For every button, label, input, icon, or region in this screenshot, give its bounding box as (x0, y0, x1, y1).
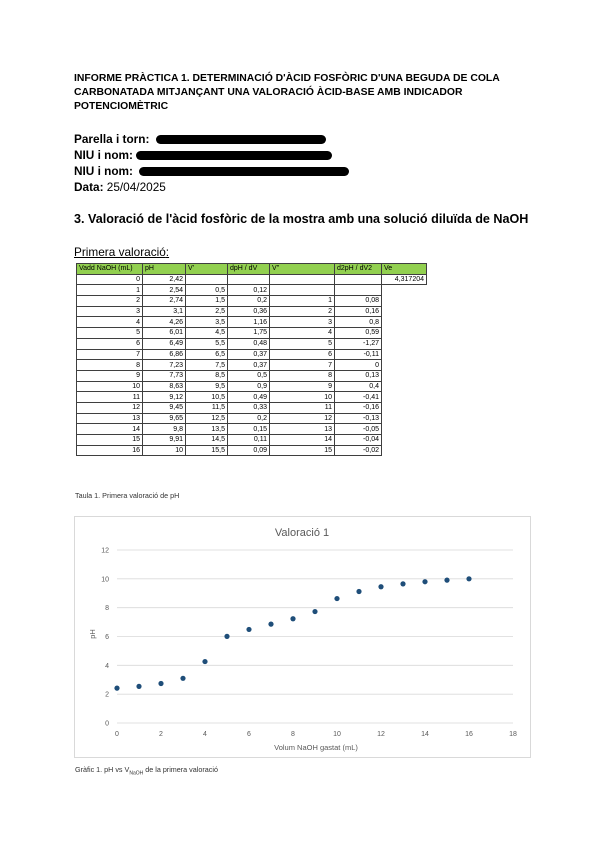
y-tick-label: 6 (105, 634, 109, 641)
table-cell (382, 402, 427, 413)
data-point (334, 596, 339, 601)
table-row (77, 317, 427, 328)
x-tick-label: 14 (421, 731, 429, 738)
table-cell: 0,49 (228, 392, 270, 403)
table-cell: 3 (270, 317, 335, 328)
table-row (77, 402, 427, 413)
table-cell: 0,33 (228, 402, 270, 413)
table-cell (335, 274, 382, 285)
data-point (268, 622, 273, 627)
table-cell: 3,1 (143, 306, 186, 317)
table-cell: 14 (270, 435, 335, 446)
scatter-chart (75, 517, 530, 757)
table-cell: 0,2 (228, 296, 270, 307)
report-title: INFORME PRÀCTICA 1. DETERMINACIÓ D'ÀCID FOSFÒRIC D'UNA BEGUDA DE COLA CARBONATADA MITJANÇANT UNA VALORACIÓ ÀCID-BASE AMB INDICADOR POTENCIOMÈTRIC (74, 73, 500, 112)
table-cell: 0,11 (228, 435, 270, 446)
data-point (158, 681, 163, 686)
table-header-cell: d2pH / dV2 (335, 264, 382, 275)
table-cell: 2 (270, 306, 335, 317)
data-point (312, 609, 317, 614)
chart-caption-prefix: Gràfic 1. pH vs V (75, 765, 130, 774)
data-point (290, 616, 295, 621)
table-row (77, 306, 427, 317)
table-row (77, 392, 427, 403)
x-tick-label: 16 (465, 731, 473, 738)
table-cell (382, 370, 427, 381)
table-cell (382, 424, 427, 435)
table-caption: Taula 1. Primera valoració de pH (75, 491, 180, 500)
table-cell: 11 (270, 402, 335, 413)
chart-tick-labels (101, 548, 517, 739)
table-cell: 0,37 (228, 349, 270, 360)
chart-x-axis-label: Volum NaOH gastat (mL) (274, 743, 358, 752)
table-cell: 16 (77, 445, 143, 456)
table-cell: 13 (77, 413, 143, 424)
x-tick-label: 2 (159, 731, 163, 738)
table-row (77, 360, 427, 371)
table-row (77, 413, 427, 424)
x-tick-label: 10 (333, 731, 341, 738)
table-cell: 7 (270, 360, 335, 371)
table-cell: 5 (270, 338, 335, 349)
table-cell: 1,5 (186, 296, 228, 307)
meta-label: NIU i nom: (74, 164, 133, 178)
table-cell: 8 (77, 360, 143, 371)
table-row (77, 370, 427, 381)
table-cell (382, 306, 427, 317)
table-cell: 9 (77, 370, 143, 381)
table-cell: 12 (270, 413, 335, 424)
table-cell (382, 381, 427, 392)
table-cell: 6 (77, 338, 143, 349)
table-cell: -0,13 (335, 413, 382, 424)
table-cell: 0,5 (186, 285, 228, 296)
redaction-mark (156, 135, 326, 144)
table-cell: 7,23 (143, 360, 186, 371)
table-cell (382, 392, 427, 403)
y-tick-label: 8 (105, 605, 109, 613)
table-cell: 8,63 (143, 381, 186, 392)
table-row (77, 285, 427, 296)
table-cell: 14 (77, 424, 143, 435)
table-cell: 3 (77, 306, 143, 317)
table-cell: 0,13 (335, 370, 382, 381)
table-header-cell: Vadd NaOH (mL) (77, 264, 143, 275)
table-cell: 6,49 (143, 338, 186, 349)
table-cell (270, 285, 335, 296)
x-tick-label: 4 (203, 731, 207, 738)
table-cell (382, 338, 427, 349)
table-cell: 0,9 (228, 381, 270, 392)
chart-points (114, 576, 471, 690)
data-point (356, 589, 361, 594)
table-cell: 4,5 (186, 328, 228, 339)
meta-label: NIU i nom: (74, 148, 133, 162)
subsection-heading (74, 245, 169, 259)
table-cell: 1 (77, 285, 143, 296)
chart-caption-subscript: NaOH (129, 770, 144, 777)
table-cell: 12 (77, 402, 143, 413)
table-cell: 9 (270, 381, 335, 392)
table-cell: 4,317204 (382, 274, 427, 285)
table-row (77, 445, 427, 456)
meta-line-pair (74, 131, 544, 147)
data-point (378, 584, 383, 589)
table-cell: 15,5 (186, 445, 228, 456)
table-header-cell: Ve (382, 264, 427, 275)
table-cell: 7 (77, 349, 143, 360)
table-cell: 10,5 (186, 392, 228, 403)
table-cell: 1,16 (228, 317, 270, 328)
table-cell: 4 (77, 317, 143, 328)
titration-table (76, 263, 427, 456)
table-cell: 8,5 (186, 370, 228, 381)
meta-line-niu-2 (74, 163, 544, 179)
chart-y-axis-label: pH (88, 629, 97, 639)
table-cell: 2,54 (143, 285, 186, 296)
table-row (77, 349, 427, 360)
table-row (77, 424, 427, 435)
table-cell: 0,59 (335, 328, 382, 339)
data-point (180, 676, 185, 681)
table-cell: -1,27 (335, 338, 382, 349)
table-cell: 14,5 (186, 435, 228, 446)
table-cell: 9,5 (186, 381, 228, 392)
x-tick-label: 0 (115, 731, 119, 738)
table-row (77, 274, 427, 285)
data-point (444, 578, 449, 583)
data-point (466, 576, 471, 581)
table-cell: 2,42 (143, 274, 186, 285)
table-header-cell: V' (186, 264, 228, 275)
table-cell (228, 274, 270, 285)
table-cell (382, 360, 427, 371)
table-cell (382, 317, 427, 328)
table-cell (382, 296, 427, 307)
table-cell: 13,5 (186, 424, 228, 435)
data-point (224, 634, 229, 639)
table-cell: 9,65 (143, 413, 186, 424)
table-cell: 0,36 (228, 306, 270, 317)
redaction-mark (136, 151, 332, 160)
table-cell: -0,41 (335, 392, 382, 403)
table-cell: 2,5 (186, 306, 228, 317)
table-header-cell: V'' (270, 264, 335, 275)
chart-title: Valoració 1 (274, 527, 330, 539)
table-cell (270, 274, 335, 285)
table-cell: 6,86 (143, 349, 186, 360)
data-point (246, 627, 251, 632)
data-point (114, 686, 119, 691)
table-cell: 0,4 (335, 381, 382, 392)
table-row (77, 435, 427, 446)
table-cell: 9,45 (143, 402, 186, 413)
table-row (77, 328, 427, 339)
table-cell: 5,5 (186, 338, 228, 349)
table-cell: 1 (270, 296, 335, 307)
data-point (400, 581, 405, 586)
table-cell: 9,8 (143, 424, 186, 435)
table-cell: 4,26 (143, 317, 186, 328)
table-cell: 6 (270, 349, 335, 360)
chart-container (74, 516, 531, 758)
table-row (77, 338, 427, 349)
table-cell: 7,5 (186, 360, 228, 371)
table-cell: 13 (270, 424, 335, 435)
table-cell: 6,5 (186, 349, 228, 360)
table-cell (382, 349, 427, 360)
table-cell: 0,12 (228, 285, 270, 296)
table-cell: 0,16 (335, 306, 382, 317)
table-cell: 12,5 (186, 413, 228, 424)
table-cell: 7,73 (143, 370, 186, 381)
y-tick-label: 4 (105, 662, 109, 670)
table-cell: 11,5 (186, 402, 228, 413)
table-cell: 15 (270, 445, 335, 456)
table-cell: 6,01 (143, 328, 186, 339)
x-tick-label: 18 (509, 731, 517, 738)
table-cell: 9,91 (143, 435, 186, 446)
table-cell (382, 328, 427, 339)
table-header-row (77, 264, 427, 275)
meta-label: Parella i torn: (74, 132, 150, 146)
table-cell: 3,5 (186, 317, 228, 328)
y-tick-label: 10 (101, 576, 109, 584)
meta-line-date (74, 179, 544, 195)
table-cell: -0,04 (335, 435, 382, 446)
table-cell (382, 413, 427, 424)
table-cell: 0,2 (228, 413, 270, 424)
x-tick-label: 6 (247, 731, 251, 738)
table-cell: -0,16 (335, 402, 382, 413)
table-cell (335, 285, 382, 296)
data-point (202, 659, 207, 664)
table-cell: 0,5 (228, 370, 270, 381)
y-tick-label: 12 (101, 547, 109, 555)
table-row (77, 296, 427, 307)
chart-caption (75, 765, 218, 776)
table-cell: 0,09 (228, 445, 270, 456)
table-cell (382, 445, 427, 456)
table-cell: 0,37 (228, 360, 270, 371)
x-tick-label: 8 (291, 731, 295, 738)
meta-date-value: 25/04/2025 (106, 180, 166, 194)
table-cell: 11 (77, 392, 143, 403)
table-cell: 10 (270, 392, 335, 403)
table-cell: 2 (77, 296, 143, 307)
redaction-mark (139, 167, 349, 176)
table-cell: -0,02 (335, 445, 382, 456)
table-cell (186, 274, 228, 285)
subsection-heading-text: Primera valoració (74, 245, 166, 259)
table-cell: -0,05 (335, 424, 382, 435)
table-cell: 0,15 (228, 424, 270, 435)
data-point (136, 684, 141, 689)
table-header-cell: pH (143, 264, 186, 275)
table-cell: 15 (77, 435, 143, 446)
table-cell: 0 (77, 274, 143, 285)
table-cell (382, 435, 427, 446)
table-cell: 1,75 (228, 328, 270, 339)
table-cell: 0,48 (228, 338, 270, 349)
table-cell: 5 (77, 328, 143, 339)
table-cell: 0,8 (335, 317, 382, 328)
table-cell: 8 (270, 370, 335, 381)
table-cell: 10 (143, 445, 186, 456)
y-tick-label: 0 (105, 720, 109, 728)
table-cell (382, 285, 427, 296)
meta-label: Data: (74, 180, 104, 194)
section-heading: 3. Valoració de l'àcid fosfòric de la mostra amb una solució diluïda de NaOH (74, 212, 529, 226)
data-point (422, 579, 427, 584)
table-row (77, 381, 427, 392)
subsection-heading-colon: : (165, 245, 170, 259)
table-cell: 9,12 (143, 392, 186, 403)
table-cell: 4 (270, 328, 335, 339)
meta-line-niu-1 (74, 147, 544, 163)
table-cell: -0,11 (335, 349, 382, 360)
table-cell: 0,08 (335, 296, 382, 307)
table-header-cell: dpH / dV (228, 264, 270, 275)
chart-gridlines (117, 550, 513, 723)
x-tick-label: 12 (377, 731, 385, 738)
table-cell: 0 (335, 360, 382, 371)
chart-caption-suffix: de la primera valoració (143, 765, 218, 774)
table-cell: 10 (77, 381, 143, 392)
table-cell: 2,74 (143, 296, 186, 307)
y-tick-label: 2 (105, 691, 109, 699)
